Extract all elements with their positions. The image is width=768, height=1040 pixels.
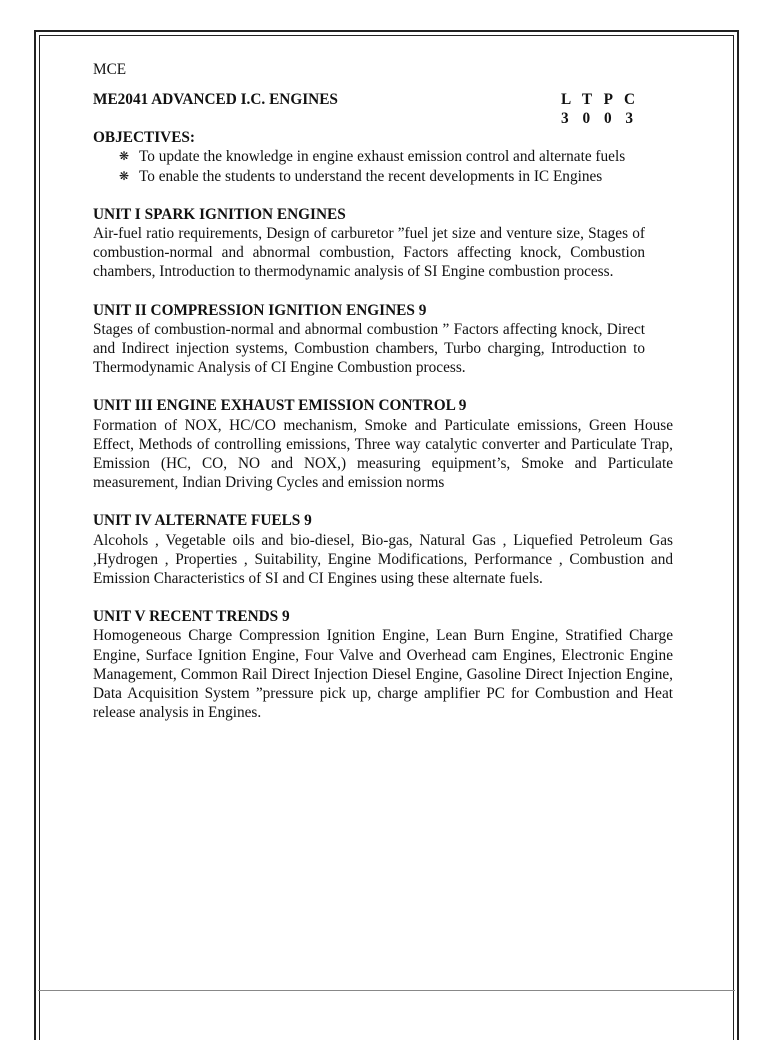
unit-2-body: Stages of combustion-normal and abnormal combustion ” Factors affecting knock, Direct and Indirect injection systems, Combustion chambers, Turbo charging, Introduction to Thermodynamic Analysis of CI Engine Combustion process. bbox=[93, 320, 645, 377]
unit-4-title: UNIT IV ALTERNATE FUELS 9 bbox=[93, 512, 312, 530]
credits-row bbox=[93, 109, 673, 128]
objectives-list bbox=[93, 147, 673, 185]
unit-5-body: Homogeneous Charge Compression Ignition Engine, Lean Burn Engine, Stratified Charge Engine, Surface Ignition Engine, Four Valve and Overhead cam Engines, Electronic Engine Management, Common Rail Direct Injection Diesel Engine, Gasoline Direct Injection Engine, Data Acquisition System ”pressure pick up, charge amplifier PC for Combustion and Heat release analysis in Engines. bbox=[93, 627, 673, 722]
unit-3-title: UNIT III ENGINE EXHAUST EMISSION CONTROL 9 bbox=[93, 397, 467, 415]
unit-5 bbox=[93, 607, 673, 722]
unit-3 bbox=[93, 396, 673, 492]
course-title: ME2041 ADVANCED I.C. ENGINES bbox=[93, 91, 338, 109]
objectives-heading: OBJECTIVES: bbox=[93, 129, 196, 147]
bottom-rule bbox=[38, 990, 735, 991]
course-header bbox=[93, 90, 673, 109]
unit-3-body: Formation of NOX, HC/CO mechanism, Smoke and Particulate emissions, Green House Effect, Methods of controlling emissions, Three way catalytic converter and Particulate Trap, Emission (HC, CO, NO and NOX,) measuring equipment’s, Smoke and Particulate measurement, Indian Driving Cycles and emission norms bbox=[93, 416, 673, 492]
department-code: MCE bbox=[93, 61, 127, 78]
bullet-icon: ❋ bbox=[119, 168, 130, 183]
unit-1-title: UNIT I SPARK IGNITION ENGINES bbox=[93, 205, 346, 223]
objective-text: To enable the students to understand the recent developments in IC Engines bbox=[139, 167, 603, 185]
ltpc-label: L T P C bbox=[561, 91, 640, 109]
document-content bbox=[93, 60, 673, 722]
ltpc-values: 3 0 0 3 bbox=[561, 110, 639, 128]
bullet-icon: ❋ bbox=[119, 149, 130, 164]
unit-1-body: Air-fuel ratio requirements, Design of carburetor ”fuel jet size and venture size, Stages of combustion-normal and abnormal combustion, Factors affecting knock, Combustion chambers, Introduction to thermodynamic analysis of SI Engine combustion process. bbox=[93, 225, 645, 281]
objective-item bbox=[93, 147, 673, 166]
objective-item bbox=[93, 167, 673, 186]
unit-2-title: UNIT II COMPRESSION IGNITION ENGINES 9 bbox=[93, 301, 427, 319]
objective-text: To update the knowledge in engine exhaust emission control and alternate fuels bbox=[139, 148, 626, 166]
unit-5-title: UNIT V RECENT TRENDS 9 bbox=[93, 608, 290, 626]
unit-1 bbox=[93, 205, 673, 282]
unit-4-body: Alcohols , Vegetable oils and bio-diesel, Bio-gas, Natural Gas , Liquefied Petroleum Gas ,Hydrogen , Properties , Suitability, Engine Modifications, Performance , Combustion and Emission Characteristics of SI and CI Engines using these alternate fuels. bbox=[93, 531, 673, 588]
unit-4 bbox=[93, 511, 673, 588]
unit-2 bbox=[93, 301, 673, 378]
